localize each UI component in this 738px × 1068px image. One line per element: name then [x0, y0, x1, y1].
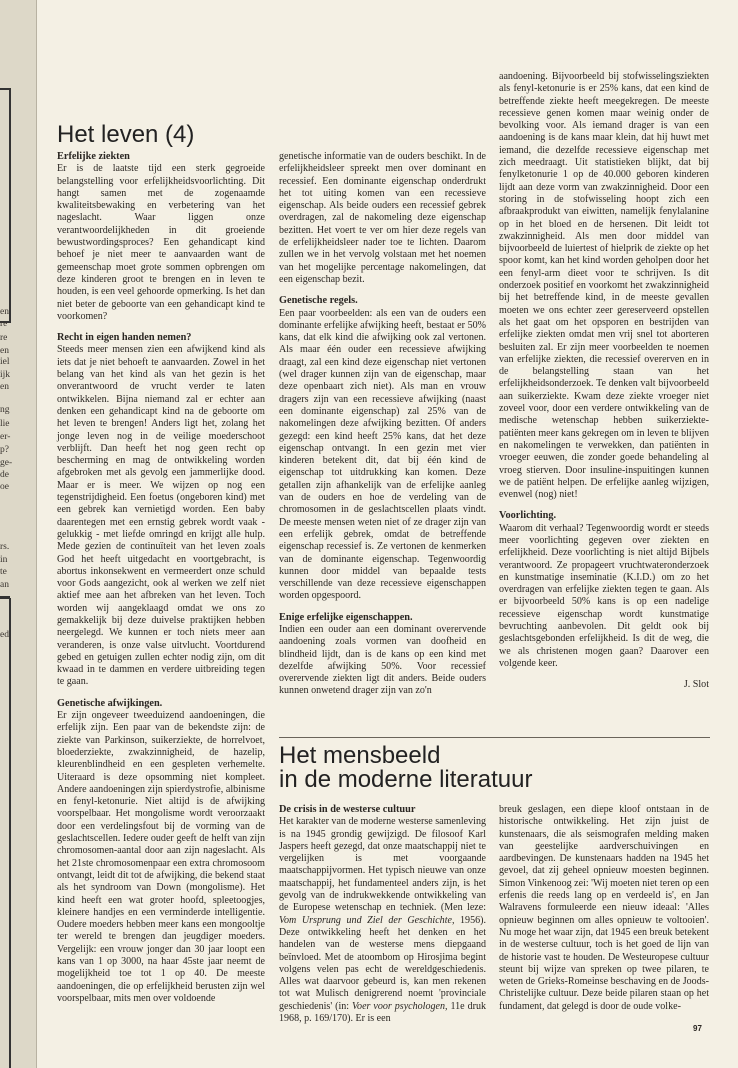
margin-text-fragment: lie [0, 419, 10, 429]
section-body: Indien een ouder aan een dominant overervende aandoening zoals vormen van doofheid en blindheid lijdt, dan is de kans op een kind met dezelfde afwijking 50%. Voor recessief overervende ziekten ligt dit anders. Beide ouders kunnen onwetend drager zijn van zo'n [279, 623, 486, 697]
article2-column-2 [499, 804, 709, 1013]
margin-text-fragment: er- [0, 432, 11, 442]
page-number: 97 [693, 1024, 702, 1033]
article-column-2 [279, 151, 486, 698]
article-column-1 [57, 151, 265, 1005]
margin-text-fragment: ed. [0, 630, 12, 640]
margin-text-fragment: re [0, 333, 8, 343]
margin-text-fragment: en [0, 307, 9, 317]
margin-text-fragment: in [0, 555, 8, 565]
margin-text-fragment: p? [0, 445, 9, 455]
margin-text-fragment: te [0, 567, 7, 577]
margin-text-fragment: ijk [0, 370, 11, 380]
margin-text-fragment: en [0, 382, 9, 392]
section-body: Waarom dit verhaal? Tegenwoordig wordt er steeds meer voorlichting gegeven over ziekten en erfelijkheid. Deze voorlichting is niet altijd Bijbels verantwoord. Ze propageert vruchtwateronderzoek en kunstmatige inseminatie (K.I.D.) om zo het overdragen van erfelijke ziekten tegen te gaan. Als er bijvoorbeeld 50% kans is op een nadelige recessieve eigenschap wordt kunstmatige bevruchting aanbevolen. Dit geldt ook bij geslachtsgebonden erfelijkheid. Is dit de weg, die we als christenen mogen gaan? Daarover een volgende keer. [499, 522, 709, 669]
author-signature: J. Slot [683, 679, 709, 691]
section-body: Een paar voorbeelden: als een van de ouders een dominante erfelijke afwijking heeft, bestaat er 50% kans, dat elk kind die afwijking ook zal vertonen. Als maar één ouder een recessieve afwijking draagt, zal een kind deze eigenschap niet vertonen (wel drager kunnen zijn van de eigenschap, maar deze openbaart zich niet). Als man en vrouw dragers zijn van een recessieve afwijking (naast een dominante eigenschap) zal 25% van de nakomelingen deze afwijking bezitten. Of anders gezegd: een kind heeft 25% kans, dat het deze eigenschap ontvangt. In een gezin met vier kinderen betekent dit, dat bij één kind de eigenschap tot uitdrukking kan komen. Deze getallen zijn afhankelijk van de erfelijke aanleg van de ouders en hoe de verdeling van de chromosomen in de geslachtscellen plaats vindt. De meeste mensen weten niet of ze drager zijn van een erfelijk gebrek, omdat de betreffende eigenschap recessief is. Ze vertonen de kenmerken van de dominante eigenschap. Tegenwoordig kunnen door middel van bepaalde tests verschillende van deze recessieve eigenschappen worden opgespoord. [279, 307, 486, 602]
title-line: Het mensbeeld [279, 742, 441, 769]
margin-rule [0, 88, 10, 90]
article-column-3 [499, 71, 709, 692]
section-body: Er zijn ongeveer tweeduizend aandoeningen, die erfelijk zijn. Een paar van de bekendste zijn: de ziekte van Parkinson, suikerziekte, de horrelvoet, bloederziekte, zwakzinnigheid, de hazelip, kleurenblindheid en een gespleten verhemelte. Uiteraard is deze opsomming niet kompleet. Andere aandoeningen zijn spierdystrofie, albinisme en fenyl-ketonurie. Niet altijd is de afwijking voorspelbaar. Het mongolisme wordt veroorzaakt door een verdelingsfout bij de vorming van de geslachtscellen. Iedere ouder geeft de helft van zijn chromosomen-aantal door aan zijn nageslacht. Als het 21ste chromosomenpaar een extra chromosoom ontvangt, leidt dit tot de afwijking, die bekend staat als het syndroom van Down (mongolisme). Het kind heeft een wat groter hoofd, spleetoogjes, kleinere handjes en een verminderde intelligentie. Oudere moeders hebben meer kans een mongooltje ter wereld te brengen dan jeugdiger moeders. Vergelijk: een vrouw jonger dan 30 jaar loopt een kans van 1 op 3000, na haar 45ste jaar neemt de mogelijkheid toe tot 1 op 40. De meeste aandoeningen, die op erfelijkheid berusten zijn wel voorspelbaar, mits men over voldoende [57, 710, 265, 1004]
section-heading: Recht in eigen handen nemen? [57, 332, 192, 344]
section-body: Het karakter van de moderne westerse samenleving is na 1945 grondig gewijzigd. De filosoof Karl Jaspers heeft gezegd, dat onze maatschappij niet te vergelijken is met voorgaande maatschappijvormen. Het typisch nieuwe van onze maatschappij, het fundamenteel anders zijn, is het gevolg van de indrukwekkende ontwikkeling van de Europese wetenschap en techniek. (Men leze: Vom Ursprung und Ziel der Geschichte, 1956). Deze ontwikkeling heeft het denken en het handelen van de westerse mens diepgaand beïnvloed. Met de atoombom op Hirosjima begint volgens velen pas echt de wereldgeschiedenis. Alles wat daarvoor gebeurd is, kan men rekenen tot wat Mulisch denigrerend noemt 'provinciale geschiedenis' (in: Voer voor psychologen, 11e druk 1968, p. 169/170). Er is een [279, 816, 487, 1025]
margin-text-fragment: iel [0, 357, 10, 367]
margin-text-fragment: ng [0, 405, 10, 415]
section-heading: Enige erfelijke eigenschappen. [279, 611, 413, 623]
title-line: in de moderne literatuur [279, 766, 533, 793]
margin-text-fragment: ge- [0, 458, 13, 468]
article2-column-1 [279, 804, 486, 1025]
section-body: aandoening. Bijvoorbeeld bij stofwisselingsziekten als fenyl-ketonurie is er 25% kans, dat een kind de betreffende ziekte heeft meegekregen. De meeste recessieve genen komen maar weinig onder de bevolking voor. Als iemand drager is van een aandoening is de kans maar klein, dat hij huwt met iemand, die dezelfde recessieve eigenschap met zich meedraagt. Uit statistieken blijkt, dat bij fenylketonurie 1 op de 40.000 geboren kinderen lijdt aan deze vorm van zwakzinnigheid. Door een storing in de stofwisseling hoopt zich een afbraakprodukt van eiwitten, namelijk fenylalanine op in het bloed en de hersenen. Dit leidt tot zwakzinnigheid. Als men door middel van bijvoorbeeld de luiertest of hielprik de ziekte op het spoor komt, kan het kind worden geholpen door het een fenyl-arm dieet voor te schrijven. Is dit onderzoek positief en voorkomt het zwakzinnigheid bij het betreffende kind, in de meeste gevallen moeten we ons echter zeer gereserveerd opstellen als het gaat om het opsporen en bestrijden van erfelijke ziekten omdat men vrij snel tot aborteren besluiten zal. Er zijn meer voorbeelden te noemen van erfelijke ziekten, die recessief overerven en in de belangstelling staan van het erfelijkheidsonderzoek. Te denken valt bijvoorbeeld aan suikerziekte. Kwam deze ziekte vroeger niet zoveel voor, door een verdere ontwikkeling van de medische wetenschap hebben suikerziekte-patiënten meer kans gekregen om in leven te blijven en nakomelingen te verwekken, dan patiënten in vroeger eeuwen, die zonder goede behandeling al vroeg stierven. Door insuline-inspuitingen kunnen we de patiënt helpen. De erfelijke aanleg wijzigen, evenwel (nog) niet! [499, 71, 709, 501]
magazine-page [37, 0, 738, 1068]
separator-rule [279, 737, 710, 738]
adjacent-page-margin [0, 0, 37, 1068]
section-heading: Erfelijke ziekten [57, 151, 130, 162]
section-body: Er is de laatste tijd een sterk gegroeide belangstelling voor erfelijkheidsvoorlichting. Dit hangt samen met de zogenaamde kwaliteitsbewaking en verbetering van het nageslacht. Waar liggen onze verantwoordelijkheden in dit groeiende bewustwordingsproces? Een gehandicapt kind behoef je niet meer te aanvaarden want de gemeenschap moet grote sommen opbrengen om deze kinderen groot te brengen en in leven te houden, is een veel gehoorde opmerking. Is het dan niet beter de geboorte van een gehandicapt kind te voorkomen? [57, 163, 265, 322]
margin-text-fragment: rs. [0, 542, 10, 552]
section-body: breuk geslagen, een diepe kloof ontstaan in de historische ontwikkeling. Het zijn juist de kunstenaars, die als seismografen melding maken van geestelijke aardverschuivingen en aardbevingen. De kunstenaars hadden na 1945 het gevoel, dat zij geheel opnieuw moesten beginnen. Simon Vinkenoog zei: 'Wij moeten niet teren op een erfenis die reeds lang op en verdeeld is', en Jan Walravens formuleerde een nieuw ideaal: 'Alles opnieuw beginnen om alles opnieuw te voltooien'. Nu moge het waar zijn, dat 1945 een breuk betekent in de westerse cultuur, toch is het goed de lijn van de historie vast te houden. De Westeuropese cultuur steunt bij wijze van spreken op twee pilaren, te weten de Grieks-Romeinse beschaving en de Joods-Christelijke cultuur. Deze beide pilaren staan op het fundament, dat gelegd is door de oude volke- [499, 804, 709, 1012]
section-heading: Voorlichting. [499, 510, 557, 522]
margin-text-fragment: re [0, 319, 8, 329]
section-heading: De crisis in de westerse cultuur [279, 804, 416, 815]
margin-rule [9, 88, 11, 323]
margin-rule [9, 598, 11, 1068]
margin-text-fragment: an [0, 580, 9, 590]
article-title [279, 744, 532, 792]
margin-text-fragment: de [0, 470, 9, 480]
section-body: genetische informatie van de ouders beschikt. In de erfelijkheidsleer spreekt men over dominant en recessief. Een dominante eigenschap onderdrukt het tot uiting komen van een recessieve eigenschap. Als beide ouders een recessief gebrek overdragen, zal de nakomeling deze eigenschap bezitten. Het voert te ver om hier deze regels van de erfelijkheidsleer nader toe te lichten. Daarom zullen we in het vervolg volstaan met het noemen van het mogelijke percentage nakomelingen, dat een eigenschap bezit. [279, 151, 486, 285]
section-heading: Genetische regels. [279, 295, 358, 307]
section-heading: Genetische afwijkingen. [57, 697, 163, 709]
article-title: Het leven (4) [57, 121, 195, 148]
section-body: Steeds meer mensen zien een afwijkend kind als iets dat je niet behoeft te aanvaarden. Zowel in het belang van het kind als van het gezin is het onverantwoord de vrucht verder te laten ontwikkelen. Bijna niemand zal er echter aan denken een gehandicapt kind na de geboorte om het leven te brengen! Anders ligt het, zolang het jonge leven nog in de veilige moederschoot verblijft. Dan heeft het nog geen recht op bescherming en mag de ontwikkeling worden afgebroken met als gevolg een jammerlijke dood. Maar er is meer. We wijzen op nog een tegenstrijdigheid. Een foetus (ongeboren kind) met een gebrek kan vernietigd worden. Een baby daarentegen met een ernstig gebrek wordt vaak - gelukkig - met liefde omringd en krijgt alle hulp. Mede gezien de continuïteit van het leven zoals God het heeft uitgedacht en voortgebracht, is abortus inkonsekwent en vermeerdert onze schuld voor Gods aangezicht, ook al werken we zelf niet aktief mee aan het afbreken van het leven. Toch worden wij aangeklaagd omdat we ons zo gemakkelijk bij deze duivelse praktijken hebben neergelegd. We kunnen er toch niets meer aan veranderen, is onze valse uitvlucht. Voortdurend gebed en getuigen zullen echter nodig zijn, om dit kwaad in te dammen en verdere uitbreiding tegen te gaan. [57, 344, 265, 688]
margin-text-fragment: oe [0, 482, 9, 492]
margin-text-fragment: en [0, 346, 9, 356]
